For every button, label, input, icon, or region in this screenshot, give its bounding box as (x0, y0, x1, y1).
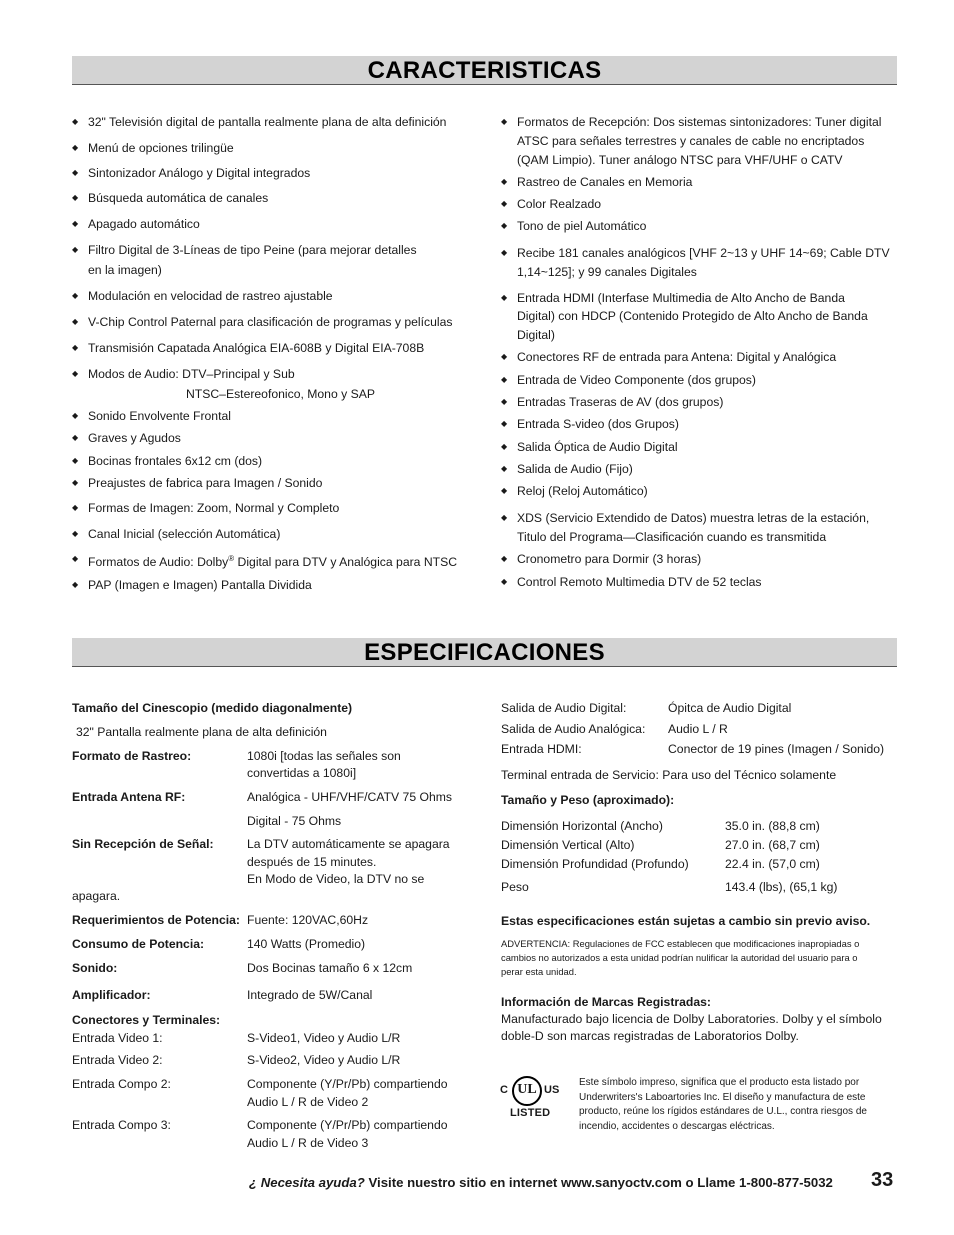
spec-value: 1080i [todas las señales son (247, 749, 401, 763)
feature-item: ◆ Recibe 181 canales analógicos [VHF 2~13 y UHF 14~69; Cable DTV (501, 244, 890, 263)
spec-label: Entrada Video 1: (72, 1031, 163, 1045)
feature-item: ◆ Sonido Envolvente Frontal (72, 407, 231, 426)
spec-label: Requerimientos de Potencia: (72, 913, 240, 927)
feature-item-continued: Digital) con HDCP (Contenido Protegido de Alto Ancho de Banda (517, 309, 868, 323)
spec-label: Entrada Antena RF: (72, 790, 186, 804)
feature-item: ◆ Conectores RF de entrada para Antena: Digital y Analógica (501, 348, 836, 367)
trademark-text: doble-D son marcas registradas de Laboratorios Dolby. (501, 1029, 799, 1043)
ul-listed-logo: C UL US LISTED (500, 1075, 566, 1125)
spec-value: Audio L / R de Video 3 (247, 1136, 369, 1150)
ul-description: Este símbolo impreso, significa que el producto esta listado por Underwriters's Laboartories Inc. El diseño y manufactura de este producto, reúne los rígidos estándares de U.L., contra riesgos de incendio, accidentes o descargas eléctricas. (579, 1077, 867, 1132)
spec-value: Fuente: 120VAC,60Hz (247, 913, 369, 927)
feature-item: ◆ Transmisión Capatada Analógica EIA-608B y Digital EIA-708B (72, 339, 424, 358)
feature-item: ◆ Búsqueda automática de canales (72, 189, 268, 208)
feature-item: ◆ Formas de Imagen: Zoom, Normal y Completo (72, 499, 339, 518)
feature-item-continued: Titulo del Programa—Clasificación cuando es transmitida (517, 530, 827, 544)
spec-label: Consumo de Potencia: (72, 937, 205, 951)
feature-item: ◆ PAP (Imagen e Imagen) Pantalla Dividida (72, 576, 312, 595)
spec-label: Formato de Rastreo: (72, 749, 192, 763)
feature-item: ◆ Graves y Agudos (72, 429, 181, 448)
caracteristicas-title: CARACTERISTICAS (367, 57, 602, 84)
spec-value: La DTV automáticamente se apagara (247, 837, 450, 851)
spec-value: 35.0 in. (88,8 cm) (725, 819, 820, 833)
feature-item: ◆ Apagado automático (72, 215, 200, 234)
caracteristicas-banner (72, 56, 897, 85)
fcc-warning-line: cambios no autorizados a esta unidad podrían nulificar la autoridad del usuario para o (501, 952, 858, 963)
spec-value: Conector de 19 pines (Imagen / Sonido) (668, 742, 885, 756)
fcc-warning-line: ADVERTENCIA: Regulaciones de FCC establecen que modificaciones inapropiadas o (501, 938, 860, 949)
feature-item-dolby: ◆ Formatos de Audio: Dolby® Digital para DTV y Analógica para NTSC (72, 550, 457, 572)
spec-value: Ópitca de Audio Digital (668, 701, 792, 715)
spec-value: Componente (Y/Pr/Pb) compartiendo (247, 1077, 448, 1091)
feature-item: ◆ Control Remoto Multimedia DTV de 52 teclas (501, 573, 762, 592)
spec-value: 143.4 (lbs), (65,1 kg) (725, 880, 838, 894)
spec-label: Entrada HDMI: (501, 742, 582, 756)
feature-item: ◆ XDS (Servicio Extendido de Datos) muestra letras de la estación, (501, 509, 869, 528)
spec-label: Dimensión Profundidad (Profundo) (501, 857, 689, 871)
spec-label: Entrada Video 2: (72, 1053, 163, 1067)
feature-item: ◆ Rastreo de Canales en Memoria (501, 173, 692, 192)
spec-label: Sonido: (72, 961, 118, 975)
feature-item: ◆ Salida de Audio (Fijo) (501, 460, 633, 479)
feature-item-continued: 1,14~125]; y 99 canales Digitales (517, 265, 697, 279)
feature-item-continued: en la imagen) (88, 263, 162, 277)
feature-item: ◆ Entrada de Video Componente (dos grupos) (501, 371, 756, 390)
spec-value: convertidas a 1080i] (247, 766, 357, 780)
spec-value: S-Video2, Video y Audio L/R (247, 1053, 401, 1067)
spec-value: Audio L / R de Video 2 (247, 1095, 369, 1109)
feature-item: ◆ Formatos de Recepción: Dos sistemas sintonizadores: Tuner digital (501, 113, 881, 132)
spec-label: Entrada Compo 3: (72, 1118, 171, 1132)
feature-item: ◆ Reloj (Reloj Automático) (501, 482, 648, 501)
trademark-label: Información de Marcas Registradas: (501, 995, 711, 1009)
footer-help: ¿ Necesita ayuda? Visite nuestro sitio en internet www.sanyoctv.com o Llame 1-800-877-5032 (249, 1175, 833, 1190)
spec-value: 32" Pantalla realmente plana de alta definición (76, 725, 327, 739)
feature-item-continued: NTSC–Estereofonico, Mono y SAP (186, 387, 375, 401)
feature-item: ◆ V-Chip Control Paternal para clasificación de programas y películas (72, 313, 452, 332)
spec-label: Amplificador: (72, 988, 151, 1002)
spec-value: En Modo de Video, la DTV no se (247, 872, 425, 886)
spec-value: Terminal entrada de Servicio: Para uso del Técnico solamente (501, 768, 837, 782)
spec-value: después de 15 minutes. (247, 855, 377, 869)
feature-item: ◆ Menú de opciones trilingüe (72, 139, 234, 158)
feature-item-continued: ATSC para señales terrestres y canales de cable no encriptados (517, 134, 865, 148)
feature-item: ◆ Salida Óptica de Audio Digital (501, 438, 678, 457)
trademark-text: Manufacturado bajo licencia de Dolby Laboratories. Dolby y el símbolo (501, 1012, 882, 1026)
page-number: 33 (871, 1169, 894, 1191)
spec-label: Salida de Audio Analógica: (501, 722, 646, 736)
feature-item: ◆ Sintonizador Análogo y Digital integrados (72, 164, 310, 183)
feature-item: ◆ 32" Televisión digital de pantalla realmente plana de alta definición (72, 113, 446, 132)
spec-value: Integrado de 5W/Canal (247, 988, 373, 1002)
spec-label: Tamaño y Peso (aproximado): (501, 793, 675, 807)
spec-value: Digital - 75 Ohms (247, 814, 342, 828)
spec-value: apagara. (72, 889, 121, 903)
especificaciones-title: ESPECIFICACIONES (364, 639, 605, 666)
spec-value: 140 Watts (Promedio) (247, 937, 366, 951)
spec-value: Analógica - UHF/VHF/CATV 75 Ohms (247, 790, 452, 804)
feature-item: ◆ Modulación en velocidad de rastreo ajustable (72, 287, 333, 306)
feature-item: ◆ Entrada HDMI (Interfase Multimedia de Alto Ancho de Banda (501, 289, 845, 308)
spec-value: Audio L / R (668, 722, 728, 736)
spec-value: 27.0 in. (68,7 cm) (725, 838, 820, 852)
spec-label: Salida de Audio Digital: (501, 701, 627, 715)
feature-item: ◆ Bocinas frontales 6x12 cm (dos) (72, 452, 262, 471)
feature-item-continued: (QAM Limpio). Tuner análogo NTSC para VHF/UHF o CATV (517, 153, 843, 167)
spec-label: Conectores y Terminales: (72, 1013, 221, 1027)
feature-item: ◆ Color Realzado (501, 195, 601, 214)
especificaciones-banner (72, 638, 897, 667)
spec-value: 22.4 in. (57,0 cm) (725, 857, 820, 871)
spec-value: Dos Bocinas tamaño 6 x 12cm (247, 961, 413, 975)
feature-item: ◆ Modos de Audio: DTV–Principal y Sub (72, 365, 295, 384)
spec-label: Entrada Compo 2: (72, 1077, 171, 1091)
spec-value: S-Video1, Video y Audio L/R (247, 1031, 401, 1045)
spec-label: Peso (501, 880, 529, 894)
spec-label: Dimensión Vertical (Alto) (501, 838, 635, 852)
feature-item-continued: Digital) (517, 328, 555, 342)
feature-item: ◆ Tono de piel Automático (501, 217, 646, 236)
feature-item: ◆ Preajustes de fabrica para Imagen / Sonido (72, 474, 322, 493)
feature-item: ◆ Entrada S-video (dos Grupos) (501, 415, 679, 434)
feature-item: ◆ Canal Inicial (selección Automática) (72, 525, 280, 544)
feature-item: ◆ Cronometro para Dormir (3 horas) (501, 550, 701, 569)
fcc-warning-line: perar esta unidad. (501, 966, 577, 977)
spec-label: Dimensión Horizontal (Ancho) (501, 819, 663, 833)
feature-item: ◆ Filtro Digital de 3-Líneas de tipo Peine (para mejorar detalles (72, 241, 417, 260)
spec-label: Tamaño del Cinescopio (medido diagonalmente) (72, 701, 353, 715)
spec-notice: Estas especificaciones están sujetas a cambio sin previo aviso. (501, 914, 871, 928)
spec-label: Sin Recepción de Señal: (72, 837, 214, 851)
feature-item: ◆ Entradas Traseras de AV (dos grupos) (501, 393, 723, 412)
spec-value: Componente (Y/Pr/Pb) compartiendo (247, 1118, 448, 1132)
